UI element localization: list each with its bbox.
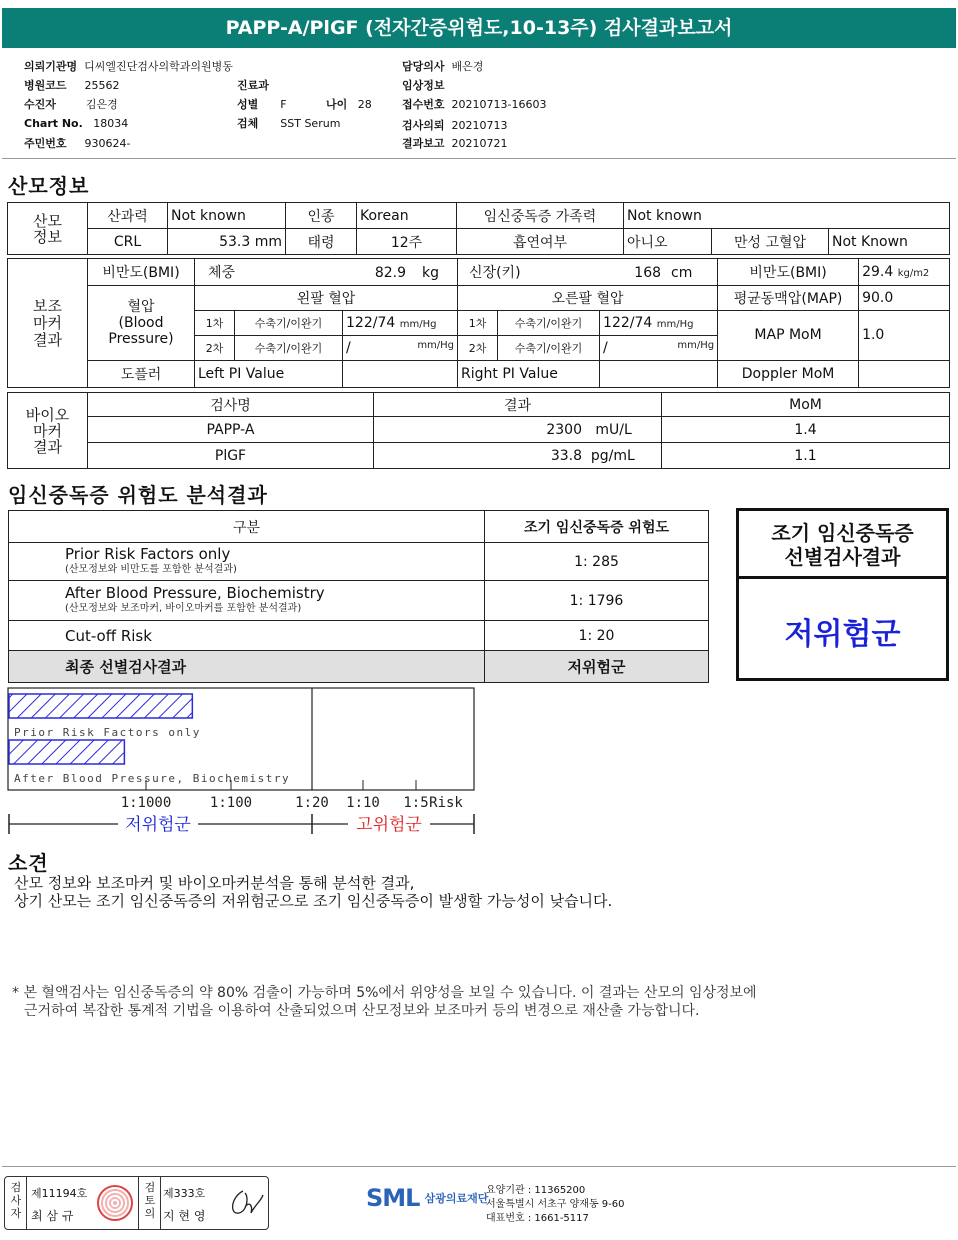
papp-a-mom: 1.4 xyxy=(662,417,950,443)
right-second-unit: mm/Hg xyxy=(677,339,715,351)
table-row xyxy=(9,581,709,621)
left-first-sysdia-label: 수축기/이완기 xyxy=(235,311,343,336)
left-first-unit: mm/Hg xyxy=(399,318,437,330)
smoking-label: 흡연여부 xyxy=(457,229,624,255)
institution-row: 의뢰기관명 디씨엘진단검사의학과의원병동 xyxy=(24,60,233,73)
tick-label-5: 1:5 xyxy=(403,795,429,811)
high-risk-label: 고위험군 xyxy=(356,815,422,835)
report-title: PAPP-A/PlGF (전자간증위험도,10-13주) 검사결과보고서 xyxy=(2,8,956,48)
left-second-label: 2차 xyxy=(195,335,235,360)
after-risk-cell: After Blood Pressure, Biochemistry (산모정보와 보조마커, 바이오마커를 포함한 분석결과) xyxy=(9,581,485,621)
table-row xyxy=(9,543,709,581)
right-first-value-cell xyxy=(600,311,718,336)
chart-row: Chart No. 18034 xyxy=(24,117,129,130)
age-row: 나이 28 xyxy=(326,98,372,111)
family-history-label: 임신중독증 가족력 xyxy=(457,203,624,229)
risk-col-risk: 조기 임신중독증 위험도 xyxy=(485,511,709,543)
height-label: 신장(키) xyxy=(469,265,521,282)
foundation-name: 삼광의료재단 xyxy=(424,1192,489,1205)
right-first-label: 1차 xyxy=(458,311,498,336)
papp-a-result: 2300 mU/L xyxy=(374,417,662,443)
left-second-sysdia-label: 수축기/이완기 xyxy=(235,335,343,360)
plgf-result: 33.8 pg/mL xyxy=(374,443,662,469)
tick-label-2: 1:100 xyxy=(209,795,253,811)
papp-a-name: PAPP-A xyxy=(88,417,374,443)
weight-unit: kg xyxy=(422,265,439,282)
table-row xyxy=(9,651,709,683)
footnote xyxy=(12,984,948,1020)
footer-divider xyxy=(2,1166,956,1167)
findings-title: 소견 xyxy=(8,851,49,875)
table-row xyxy=(9,621,709,651)
reviewer-signature xyxy=(227,1187,265,1221)
tester-name: 최 삼 규 xyxy=(31,1209,74,1223)
map-mom-value: 1.0 xyxy=(859,311,950,361)
cutoff-risk-label: Cut-off Risk xyxy=(9,621,485,651)
footnote-line-1: * 본 혈액검사는 임신중독증의 약 80% 검출이 가능하며 5%에서 위양성을 보일 수 있습니다. 이 결과는 산모의 임상정보에 xyxy=(12,985,757,1001)
weight-value: 82.9 xyxy=(374,265,406,282)
plgf-name: PlGF xyxy=(88,443,374,469)
risk-bar-1 xyxy=(9,694,192,718)
bmi-label-2: 비만도(BMI) xyxy=(718,259,859,286)
bmi-unit: kg/m2 xyxy=(897,268,930,280)
right-pi-value xyxy=(600,360,718,387)
crl-label: CRL xyxy=(88,229,168,255)
map-mom-label: MAP MoM xyxy=(718,311,859,361)
left-first-value: 122/74 xyxy=(346,314,396,331)
table-row xyxy=(8,443,950,469)
risk-section-title: 임신중독증 위험도 분석결과 xyxy=(8,483,268,507)
map-value: 90.0 xyxy=(859,286,950,311)
tick-label-4: 1:10 xyxy=(346,795,380,811)
reviewer-number: 제333호 xyxy=(163,1187,206,1200)
right-first-unit: mm/Hg xyxy=(656,318,694,330)
left-pi-value xyxy=(343,360,458,387)
right-bp-header: 오른팔 혈압 xyxy=(458,286,718,311)
bp-label: 혈압 (Blood Pressure) xyxy=(88,286,195,361)
parity-value: Not known xyxy=(168,203,286,229)
height-cell xyxy=(458,259,718,286)
left-second-value: / xyxy=(346,339,351,356)
table-row xyxy=(8,417,950,443)
maternal-section-title: 산모정보 xyxy=(8,174,90,198)
risk-bar-label-1: Prior Risk Factors only xyxy=(14,726,201,739)
screening-result-box xyxy=(736,508,949,681)
ga-label: 태령 xyxy=(286,229,357,255)
left-first-value-cell xyxy=(343,311,458,336)
sex-row: 성별 F xyxy=(237,98,287,111)
plgf-mom: 1.1 xyxy=(662,443,950,469)
left-second-unit: mm/Hg xyxy=(417,339,455,351)
dept-row: 진료과 xyxy=(237,79,269,92)
bmi-label: 비만도(BMI) xyxy=(88,259,195,286)
findings-text xyxy=(14,874,612,910)
doctor-row: 담당의사 배은경 xyxy=(402,60,484,73)
left-bp-header: 왼팔 혈압 xyxy=(195,286,458,311)
risk-col-category: 구분 xyxy=(9,511,485,543)
header-divider xyxy=(2,158,956,159)
height-value: 168 xyxy=(634,265,662,282)
request-row: 검사의뢰 20210713 xyxy=(402,119,508,132)
doppler-mom-value xyxy=(859,360,950,387)
parity-label: 산과력 xyxy=(88,203,168,229)
after-risk-value: 1: 1796 xyxy=(485,581,709,621)
foundation-info xyxy=(486,1184,625,1226)
reviewer-label: 검토의 xyxy=(144,1181,156,1220)
id-row: 주민번호 930624- xyxy=(24,137,131,150)
smoking-value: 아니오 xyxy=(624,229,712,255)
low-risk-label: 저위험군 xyxy=(125,815,191,835)
left-first-label: 1차 xyxy=(195,311,235,336)
clinical-row: 임상정보 xyxy=(402,79,445,92)
doppler-label: 도플러 xyxy=(88,360,195,387)
signature-box xyxy=(4,1176,269,1230)
cutoff-risk-value: 1: 20 xyxy=(485,621,709,651)
report-date-row: 결과보고 20210721 xyxy=(402,137,508,150)
ga-value: 12주 xyxy=(357,229,457,255)
screening-result-value: 저위험군 xyxy=(784,617,901,652)
hospital-code-row: 병원코드 25562 xyxy=(24,79,120,92)
prior-risk-cell: Prior Risk Factors only (산모정보와 비만도를 포함한 분석결과) xyxy=(9,543,485,581)
receipt-row: 접수번호 20210713-16603 xyxy=(402,98,547,111)
foundation-phone: 대표번호 : 1661-5117 xyxy=(486,1213,589,1224)
map-label: 평균동맥압(MAP) xyxy=(718,286,859,311)
crl-value: 53.3 mm xyxy=(168,229,286,255)
risk-bar-2 xyxy=(9,740,124,764)
right-pi-label: Right PI Value xyxy=(458,360,600,387)
hypertension-value: Not Known xyxy=(829,229,950,255)
bio-col-mom: MoM xyxy=(662,393,950,417)
sml-logo xyxy=(366,1184,488,1212)
prior-risk-value: 1: 285 xyxy=(485,543,709,581)
maternal-table xyxy=(7,202,950,255)
sml-logo-text: SML xyxy=(366,1184,420,1212)
bio-col-name: 검사명 xyxy=(88,393,374,417)
bmi-value: 29.4 xyxy=(862,264,894,281)
race-value: Korean xyxy=(357,203,457,229)
left-pi-label: Left PI Value xyxy=(195,360,343,387)
chart-tick-labels xyxy=(121,795,464,811)
aux-marker-table xyxy=(7,258,950,388)
patient-row: 수진자 김은경 xyxy=(24,98,118,111)
final-result-label: 최종 선별검사결과 xyxy=(9,651,485,683)
bmi-value-cell xyxy=(859,259,950,286)
hypertension-label: 만성 고혈압 xyxy=(712,229,829,255)
findings-line-2: 상기 산모는 조기 임신중독증의 저위험군으로 조기 임신중독증이 발생할 가능성이 낮습니다. xyxy=(14,892,613,910)
final-result-value: 저위험군 xyxy=(485,651,709,683)
risk-table xyxy=(8,510,709,683)
biomarker-table xyxy=(7,392,950,469)
tick-label-3: 1:20 xyxy=(295,795,329,811)
aux-group-label: 보조 마커 결과 xyxy=(8,259,88,388)
maternal-group-label: 산모 정보 xyxy=(8,203,88,255)
right-first-sysdia-label: 수축기/이완기 xyxy=(498,311,600,336)
risk-bar-chart xyxy=(6,686,478,836)
right-second-value-cell xyxy=(600,335,718,360)
weight-cell xyxy=(195,259,458,286)
institution-code: 요양기관 : 11365200 xyxy=(486,1185,586,1196)
tick-label-6: Risk xyxy=(429,795,463,811)
reviewer-name: 지 현 영 xyxy=(163,1209,206,1223)
specimen-row: 검체 SST Serum xyxy=(237,117,341,130)
right-second-label: 2차 xyxy=(458,335,498,360)
doppler-mom-label: Doppler MoM xyxy=(718,360,859,387)
footnote-line-2: 근거하여 복잡한 통계적 기법을 이용하여 산출되었으며 산모정보와 보조마커 등의 변경으로 재산출 가능합니다. xyxy=(24,1003,700,1019)
height-unit: cm xyxy=(671,265,693,282)
findings-line-1: 산모 정보와 보조마커 및 바이오마커분석을 통해 분석한 결과, xyxy=(14,874,415,892)
race-label: 인종 xyxy=(286,203,357,229)
tick-label-1: 1:1000 xyxy=(120,795,172,811)
tester-seal xyxy=(97,1185,133,1221)
right-second-sysdia-label: 수축기/이완기 xyxy=(498,335,600,360)
risk-bar-label-2: After Blood Pressure, Biochemistry xyxy=(14,772,291,785)
tester-number: 제11194호 xyxy=(31,1187,88,1200)
screening-result-title: 조기 임신중독증 선별검사결과 xyxy=(739,511,946,579)
right-second-value: / xyxy=(603,339,608,356)
right-first-value: 122/74 xyxy=(603,314,653,331)
left-second-value-cell xyxy=(343,335,458,360)
bio-group-label: 바이오 마커 결과 xyxy=(8,393,88,469)
bio-col-result: 결과 xyxy=(374,393,662,417)
tester-label: 검사자 xyxy=(10,1181,22,1220)
family-history-value: Not known xyxy=(624,203,950,229)
foundation-address: 서울특별시 서초구 양재동 9-60 xyxy=(486,1199,625,1210)
weight-label: 체중 xyxy=(208,265,236,282)
